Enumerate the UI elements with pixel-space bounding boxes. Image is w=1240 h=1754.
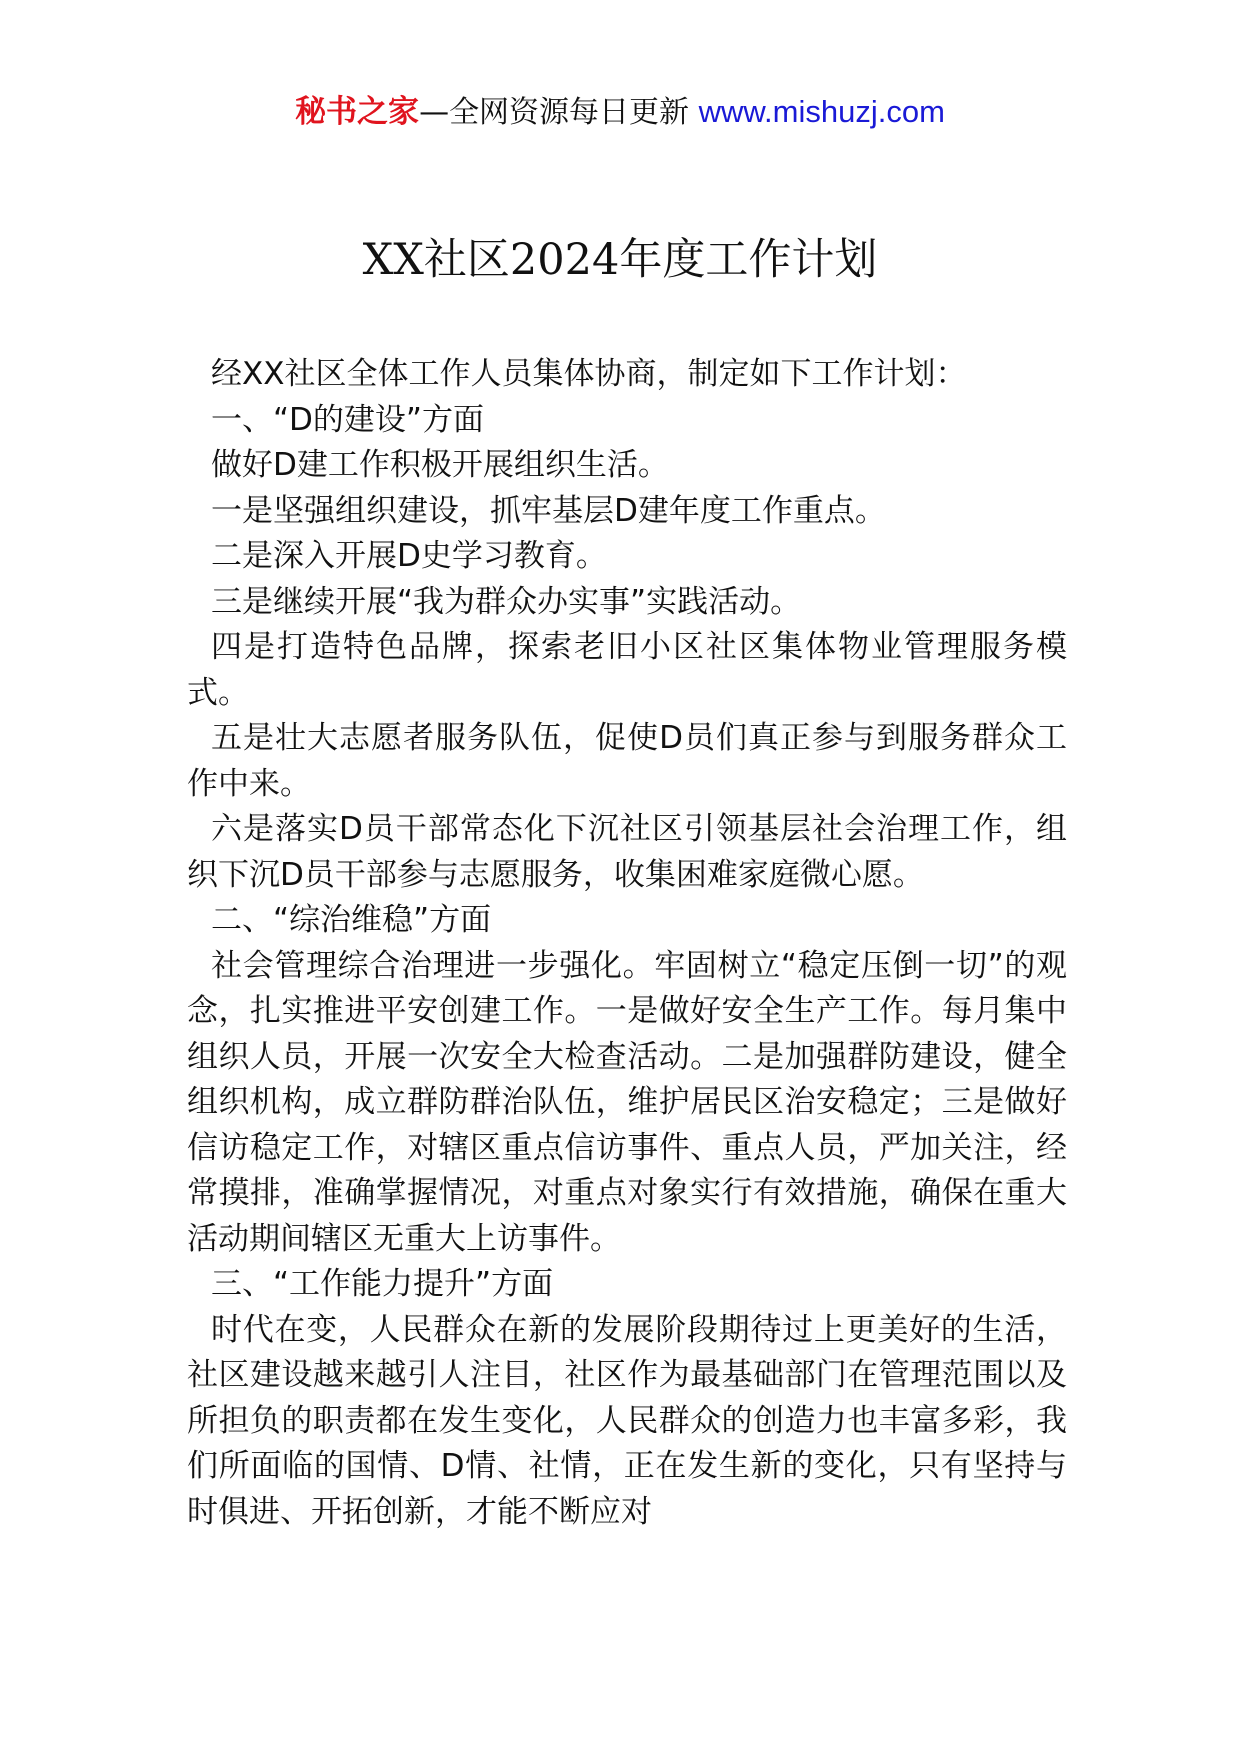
paragraph: 六是落实D员干部常态化下沉社区引领基层社会治理工作，组织下沉D员干部参与志愿服务，收集困难家庭微心愿。 xyxy=(187,811,1067,893)
brand-name: 秘书之家 xyxy=(295,94,420,130)
paragraph: 社会管理综合治理进一步强化。牢固树立“稳定压倒一切”的观念，扎实推进平安创建工作。一是做好安全生产工作。每月集中组织人员，开展一次安全大检查活动。二是加强群防建设，健全组织机构，成立群防群治队伍，维护居民区治安稳定；三是做好信访稳定工作，对辖区重点信访事件、重点人员，严加关注，经常摸排，准确掌握情况，对重点对象实行有效措施，确保在重大活动期间辖区无重大上访事件。 xyxy=(187,947,1067,1257)
document-body xyxy=(187,352,1067,1535)
document-title: XX社区2024年度工作计划 xyxy=(362,235,878,285)
section-heading-party-building: 一、“D的建设”方面 xyxy=(211,401,484,438)
site-header xyxy=(0,92,1240,133)
header-slogan: —全网资源每日更新 xyxy=(419,95,699,130)
section-heading-capability: 三、“工作能力提升”方面 xyxy=(211,1266,554,1302)
paragraph: 一是坚强组织建设，抓牢基层D建年度工作重点。 xyxy=(211,492,886,529)
paragraph: 三是继续开展“我为群众办实事”实践活动。 xyxy=(211,583,802,620)
paragraph: 做好D建工作积极开展组织生活。 xyxy=(211,447,669,483)
paragraph: 时代在变，人民群众在新的发展阶段期待过上更美好的生活，社区建设越来越引人注目，社区作为最基础部门在管理范围以及所担负的职责都在发生变化，人民群众的创造力也丰富多彩，我们所面临的国情、D情、社情，正在发生新的变化，只有坚持与时俱进、开拓创新，才能不断应对 xyxy=(187,1311,1067,1530)
paragraph: 五是壮大志愿者服务队伍，促使D员们真正参与到服务群众工作中来。 xyxy=(187,720,1067,802)
site-url-link[interactable]: www.mishuzj.com xyxy=(698,94,945,129)
section-heading-stability: 二、“综治维稳”方面 xyxy=(211,902,492,938)
intro-paragraph: 经XX社区全体工作人员集体协商，制定如下工作计划： xyxy=(211,356,967,392)
paragraph: 四是打造特色品牌，探索老旧小区社区集体物业管理服务模式。 xyxy=(187,629,1067,711)
paragraph: 二是深入开展D史学习教育。 xyxy=(211,538,607,574)
